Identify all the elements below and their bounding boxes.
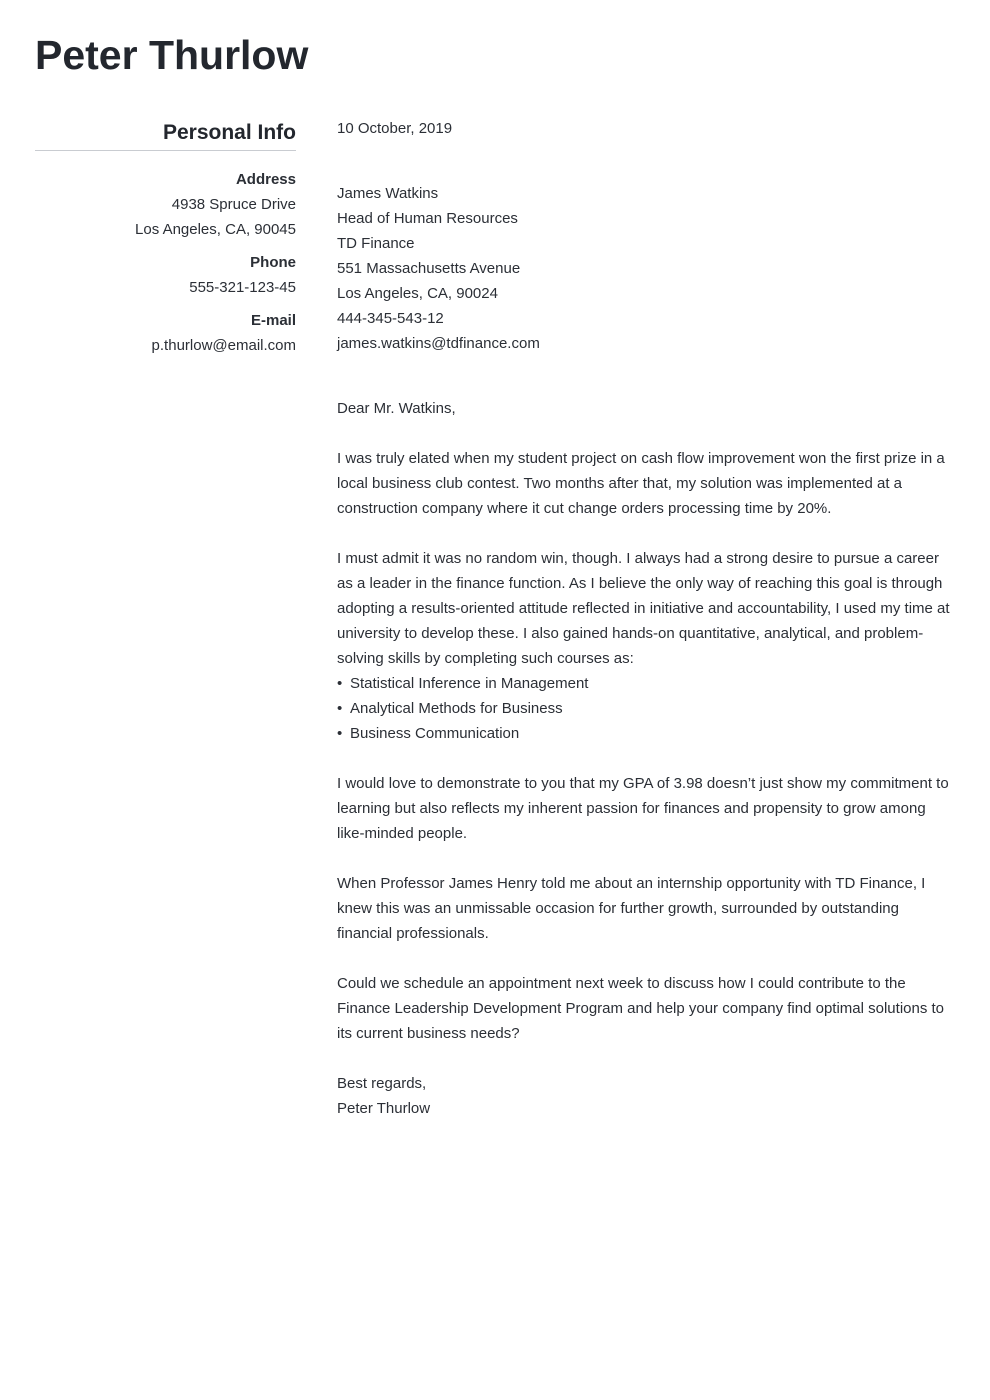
personal-info-sidebar <box>35 118 296 358</box>
phone-group <box>35 250 296 300</box>
email-group <box>35 308 296 358</box>
list-item <box>337 671 957 696</box>
recipient-phone: 444-345-543-12 <box>337 310 444 327</box>
email-label: E-mail <box>250 312 296 329</box>
recipient-title: Head of Human Resources <box>337 210 518 227</box>
paragraph-line: as a leader in the finance function. As I believe the only way of reaching this goal is through <box>337 575 943 592</box>
paragraph-line: local business club contest. Two months after that, my solution was implemented at a <box>337 475 903 492</box>
recipient-company: TD Finance <box>337 235 415 252</box>
phone-value: 555-321-123-45 <box>189 279 296 296</box>
bullet-icon: • <box>337 725 343 742</box>
paragraph-line: like-minded people. <box>337 825 468 842</box>
paragraph-line: construction company where it cut change orders processing time by 20%. <box>337 500 832 517</box>
paragraph-line: Finance Leadership Development Program and help your company find optimal solutions to <box>337 1000 945 1017</box>
paragraph-1 <box>337 446 957 521</box>
recipient-city: Los Angeles, CA, 90024 <box>337 285 498 302</box>
list-item <box>337 696 957 721</box>
courses-list <box>337 671 957 746</box>
bullet-icon: • <box>337 675 343 692</box>
address-line-1: 4938 Spruce Drive <box>171 196 296 213</box>
bullet-icon: • <box>337 700 343 717</box>
paragraph-line: knew this was an unmissable occasion for further growth, surrounded by outstanding <box>337 900 899 917</box>
recipient-name: James Watkins <box>337 185 439 202</box>
paragraph-line: I was truly elated when my student project on cash flow improvement won the first prize in a <box>337 450 945 467</box>
recipient-block <box>337 181 957 356</box>
paragraph-line: its current business needs? <box>337 1025 520 1042</box>
signature: Peter Thurlow <box>337 1100 431 1117</box>
applicant-name: Peter Thurlow <box>35 32 309 78</box>
paragraph-line: I must admit it was no random win, though. I always had a strong desire to pursue a career <box>337 550 939 567</box>
paragraph-line: I would love to demonstrate to you that my GPA of 3.98 doesn’t just show my commitment to <box>337 775 949 792</box>
cover-letter-body <box>337 116 957 1121</box>
paragraph-2 <box>337 546 957 671</box>
email-value: p.thurlow@email.com <box>151 337 296 354</box>
letter-date: 10 October, 2019 <box>337 120 453 137</box>
paragraph-line: Could we schedule an appointment next week to discuss how I could contribute to the <box>337 975 906 992</box>
list-item <box>337 721 957 746</box>
paragraph-line: When Professor James Henry told me about an internship opportunity with TD Finance, I <box>337 875 926 892</box>
course-name: Statistical Inference in Management <box>350 675 589 692</box>
address-group <box>35 167 296 242</box>
course-name: Business Communication <box>350 725 520 742</box>
address-label: Address <box>235 171 296 188</box>
paragraph-5 <box>337 971 957 1046</box>
recipient-email: james.watkins@tdfinance.com <box>337 335 540 352</box>
closing: Best regards, <box>337 1075 427 1092</box>
phone-label: Phone <box>250 254 296 271</box>
paragraph-3 <box>337 771 957 846</box>
salutation: Dear Mr. Watkins, <box>337 400 456 417</box>
paragraph-line: financial professionals. <box>337 925 489 942</box>
paragraph-line: university to develop these. I also gained hands-on quantitative, analytical, and problem- <box>337 625 924 642</box>
personal-info-heading: Personal Info <box>35 118 296 151</box>
paragraph-line: learning but also reflects my inherent passion for finances and propensity to grow among <box>337 800 926 817</box>
course-name: Analytical Methods for Business <box>350 700 563 717</box>
paragraph-line: adopting a results-oriented attitude reflected in initiative and accountability, I used my time at <box>337 600 950 617</box>
paragraph-4 <box>337 871 957 946</box>
address-line-2: Los Angeles, CA, 90045 <box>135 221 296 238</box>
paragraph-line: solving skills by completing such courses as: <box>337 650 634 667</box>
recipient-street: 551 Massachusetts Avenue <box>337 260 521 277</box>
